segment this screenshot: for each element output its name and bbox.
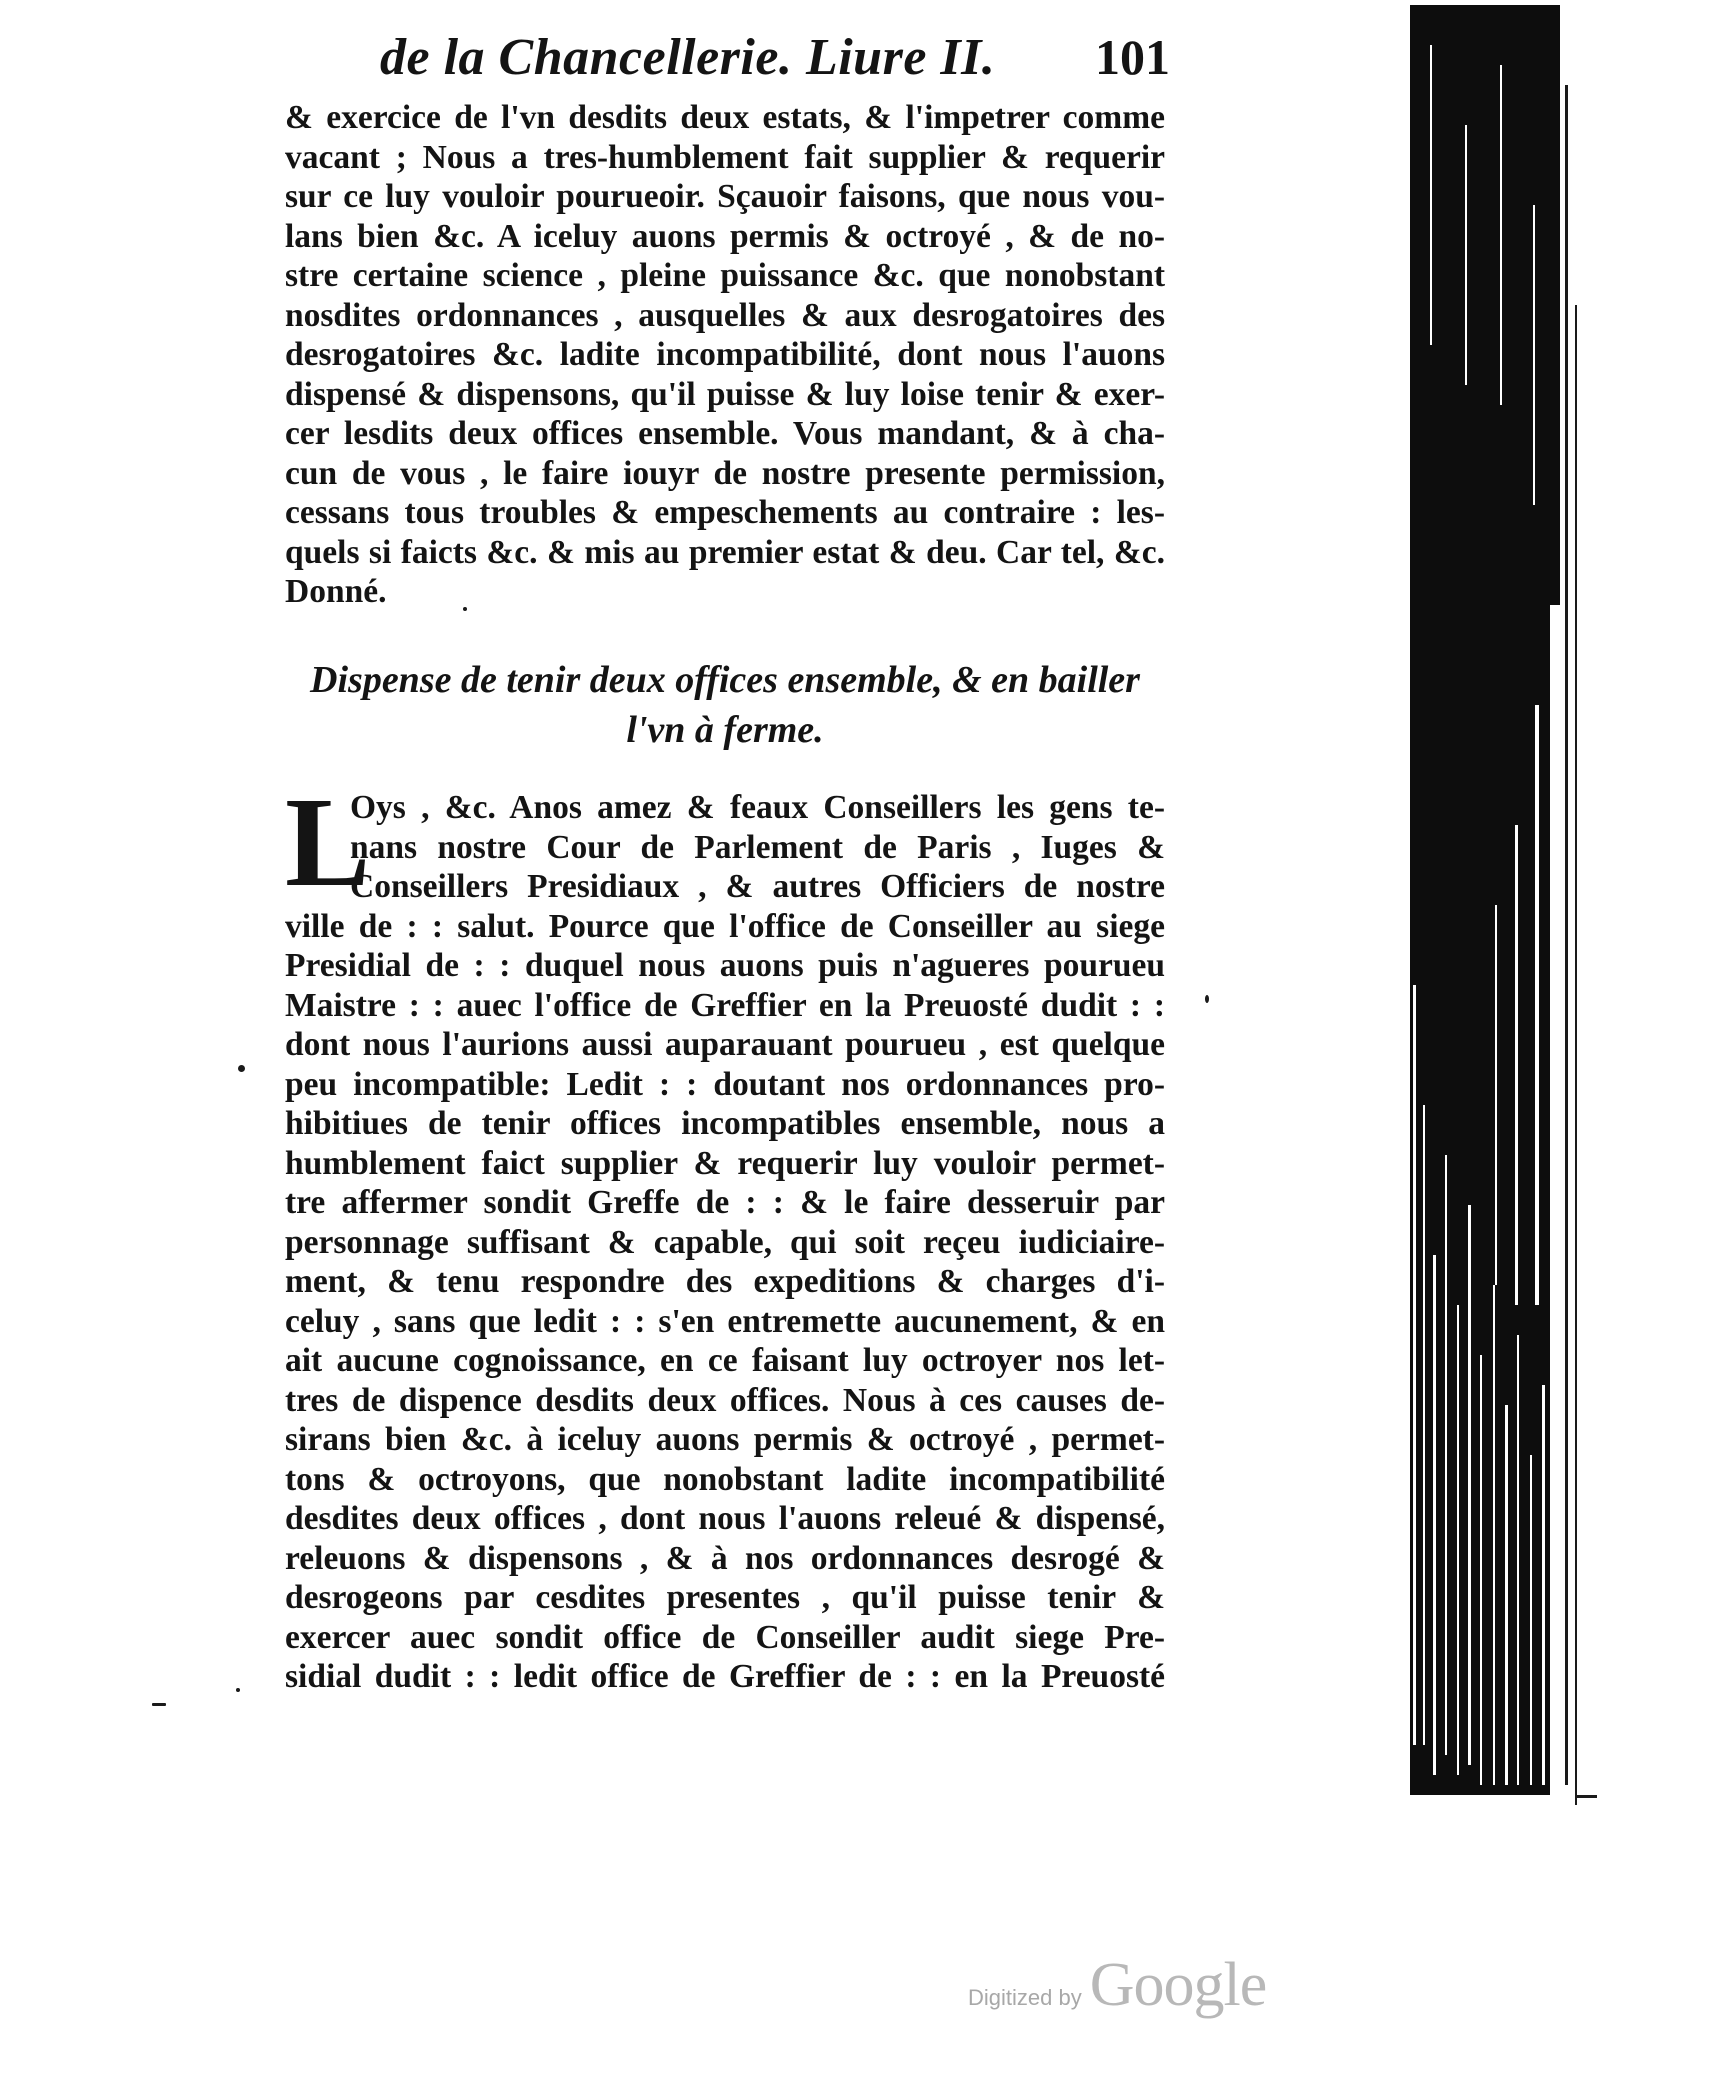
text-line: nosdites ordonnances , ausquelles & aux desrogatoires des bbox=[285, 296, 1165, 334]
text-line: vacant ; Nous a tres-humblement fait supplier & requerir bbox=[285, 138, 1165, 176]
ink-speck bbox=[152, 1703, 166, 1706]
google-logo: Google bbox=[1089, 1951, 1267, 2019]
text-line: ment, & tenu respondre des expeditions & charges d'i- bbox=[285, 1263, 1165, 1300]
ink-speck bbox=[1205, 995, 1209, 1003]
text-line: nans nostre Cour de Parlement de Paris , Iuges & bbox=[350, 828, 1165, 866]
text-line: stre certaine science , pleine puissance &c. que nonobstant bbox=[285, 257, 1165, 294]
text-line: celuy , sans que ledit : : s'en entremette aucunement, & en bbox=[285, 1302, 1165, 1340]
text-line: ait aucune cognoissance, en ce faisant luy octroyer nos let- bbox=[285, 1342, 1165, 1379]
section-heading-line-2: l'vn à ferme. bbox=[626, 709, 824, 751]
ink-speck bbox=[463, 607, 467, 611]
paragraph-continued bbox=[285, 98, 1165, 612]
text-line: cer lesdits deux offices ensemble. Vous mandant, & à cha- bbox=[285, 415, 1165, 452]
text-line: sirans bien &c. à iceluy auons permis & octroyé , permet- bbox=[285, 1421, 1165, 1458]
text-line: cun de vous , le faire iouyr de nostre presente permission, bbox=[285, 454, 1165, 492]
text-line: Maistre : : auec l'office de Greffier en la Preuosté dudit : : bbox=[285, 986, 1165, 1024]
text-line: peu incompatible: Ledit : : doutant nos ordonnances pro- bbox=[285, 1065, 1165, 1103]
text-line: tres de dispence desdits deux offices. Nous à ces causes de- bbox=[285, 1381, 1165, 1419]
text-line: personnage suffisant & capable, qui soit reçeu iudiciaire- bbox=[285, 1223, 1165, 1261]
text-line: desdites deux offices , dont nous l'auons releué & dispensé, bbox=[285, 1500, 1165, 1537]
section-heading bbox=[290, 655, 1160, 755]
text-line: desrogatoires &c. ladite incompatibilité, dont nous l'auons bbox=[285, 336, 1165, 373]
text-line: Donné. bbox=[285, 573, 387, 610]
ink-speck bbox=[236, 1688, 240, 1692]
text-line: desrogeons par cesdites presentes , qu'il puisse tenir & bbox=[285, 1579, 1165, 1616]
text-line: exercer auec sondit office de Conseiller audit siege Pre- bbox=[285, 1618, 1165, 1656]
text-line: quels si faicts &c. & mis au premier estat & deu. Car tel, &c. bbox=[285, 533, 1165, 571]
text-line: ville de : : salut. Pource que l'office de Conseiller au siege bbox=[285, 907, 1165, 945]
text-line: tons & octroyons, que nonobstant ladite incompatibilité bbox=[285, 1460, 1165, 1498]
page-edge-shadow bbox=[1405, 5, 1605, 1805]
paragraph-letter bbox=[285, 788, 1165, 1697]
text-line: sidial dudit : : ledit office de Greffier de : : en la Preuosté bbox=[285, 1658, 1165, 1695]
text-line: cessans tous troubles & empeschements au contraire : les- bbox=[285, 494, 1165, 531]
ink-speck bbox=[238, 1065, 245, 1072]
page-number: 101 bbox=[1095, 29, 1170, 85]
running-head bbox=[380, 20, 1170, 100]
text-line: dispensé & dispensons, qu'il puisse & luy loise tenir & exer- bbox=[285, 375, 1165, 413]
text-line: releuons & dispensons , & à nos ordonnances desrogé & bbox=[285, 1539, 1165, 1577]
text-line: & exercice de l'vn desdits deux estats, & l'impetrer comme bbox=[285, 99, 1165, 136]
text-line: humblement faict supplier & requerir luy vouloir permet- bbox=[285, 1144, 1165, 1182]
digitized-stamp bbox=[968, 1950, 1266, 2030]
text-line: hibitiues de tenir offices incompatibles ensemble, nous a bbox=[285, 1105, 1165, 1142]
drop-cap-initial: L bbox=[285, 771, 371, 913]
digitized-label: Digitized by bbox=[968, 1985, 1082, 2010]
text-line: lans bien &c. A iceluy auons permis & octroyé , & de no- bbox=[285, 217, 1165, 255]
text-line: Oys , &c. Anos amez & feaux Conseillers les gens te- bbox=[350, 789, 1165, 826]
text-line: Conseillers Presidiaux , & autres Officiers de nostre bbox=[350, 868, 1165, 905]
text-line: dont nous l'aurions aussi auparauant pourueu , est quelque bbox=[285, 1026, 1165, 1063]
text-line: Presidial de : : duquel nous auons puis n'agueres pourueu bbox=[285, 947, 1165, 984]
text-line: tre affermer sondit Greffe de : : & le faire desseruir par bbox=[285, 1184, 1165, 1221]
running-title: de la Chancellerie. Liure II. bbox=[380, 29, 996, 86]
section-heading-line-1: Dispense de tenir deux offices ensemble, & en bailler bbox=[310, 659, 1140, 701]
text-line: sur ce luy vouloir pourueoir. Sçauoir faisons, que nous vou- bbox=[285, 178, 1165, 215]
